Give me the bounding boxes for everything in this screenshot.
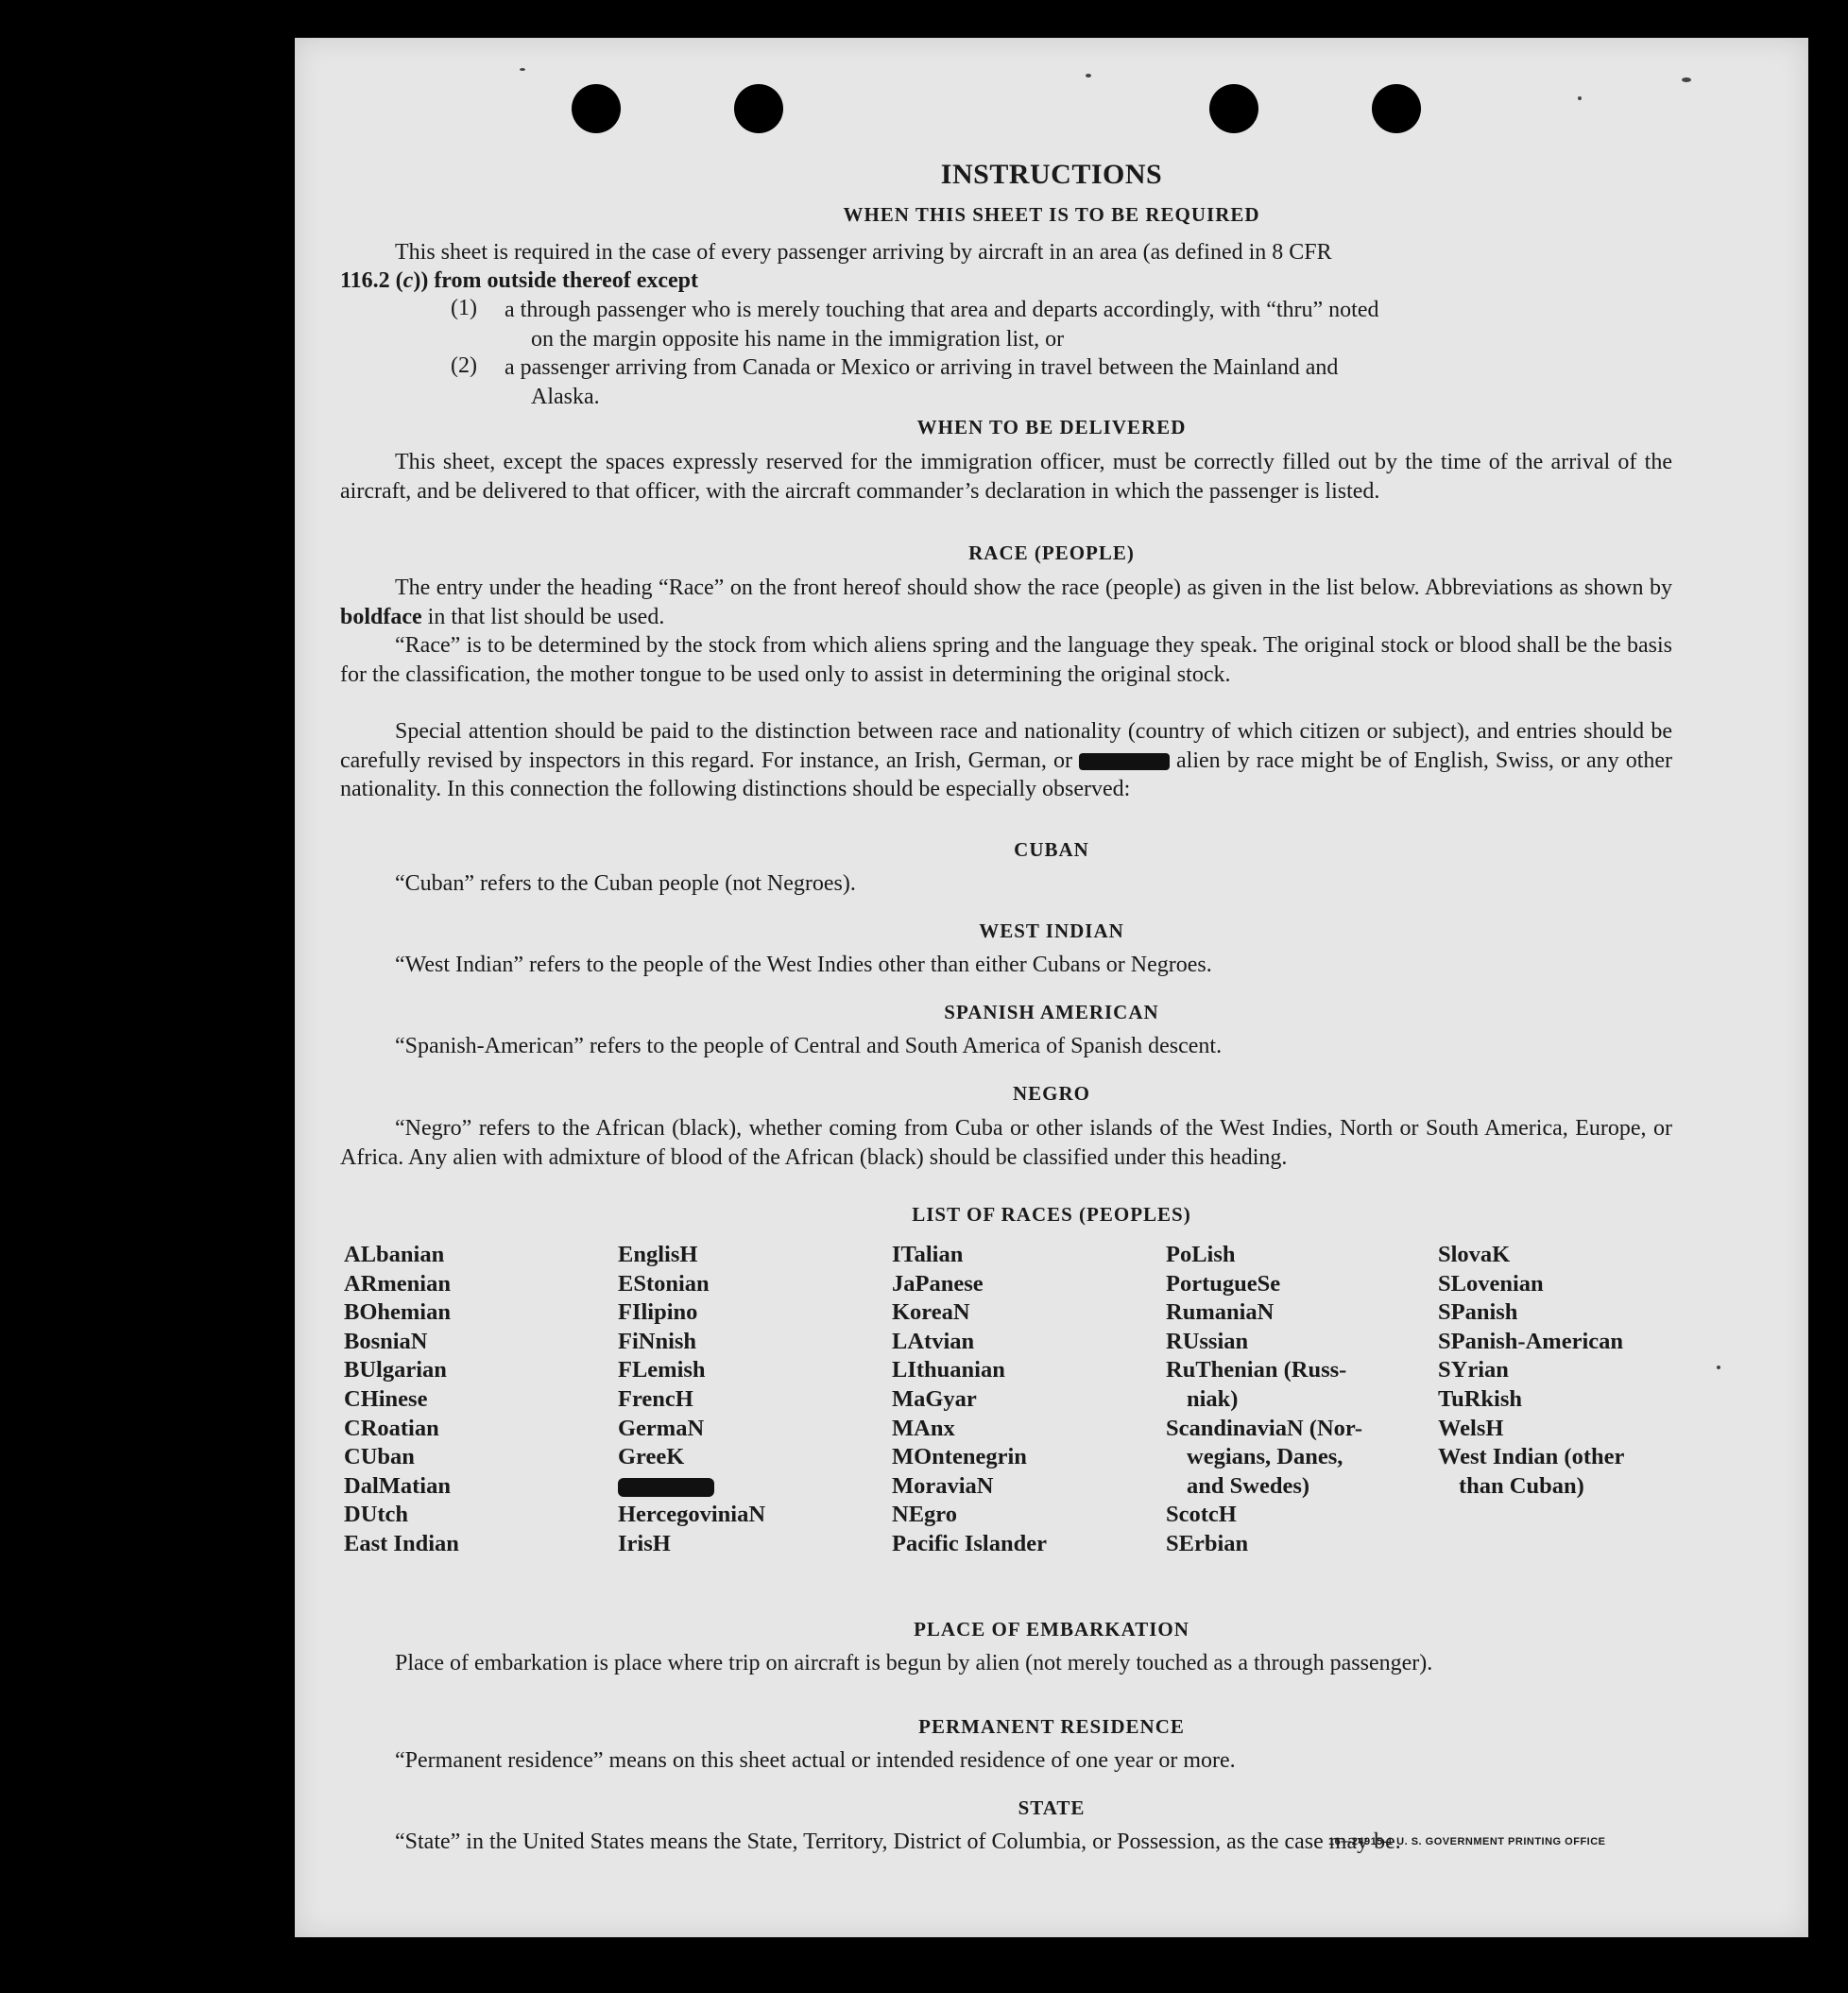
section-heading-negro: NEGRO: [1012, 1082, 1090, 1105]
race-list-item: CRoatian: [344, 1415, 439, 1441]
embarkation-text: Place of embarkation is place where trip on aircraft is begun by alien (not merely touched as a through passenger).: [395, 1651, 1433, 1675]
race-list-column-4: [1166, 1241, 1362, 1559]
race-list-item: DUtch: [344, 1502, 409, 1528]
state-text: “State” in the United States means the State, Territory, District of Columbia, or Possession, as the case may be.: [395, 1830, 1401, 1854]
race-list-item: EStonian: [618, 1270, 710, 1297]
race-list-item: Pacific Islander: [892, 1530, 1047, 1556]
race-list-item: IrisH: [618, 1530, 671, 1556]
race-list-item: PortugueSe: [1166, 1270, 1281, 1297]
race-list-item: BosniaN: [344, 1328, 428, 1354]
race-list-item: than Cuban): [1459, 1472, 1584, 1499]
race-list-item: wegians, Danes,: [1187, 1444, 1343, 1470]
printer-footer: 16—24915-1 U. S. GOVERNMENT PRINTING OFFICE: [1328, 1836, 1606, 1847]
speck: [1086, 74, 1091, 77]
race-list-item: RuThenian (Russ-: [1166, 1357, 1347, 1383]
race-list-item: FLemish: [618, 1357, 706, 1383]
race-list-item: NEgro: [892, 1502, 957, 1528]
punch-hole-icon: [1372, 84, 1421, 133]
race-list-item: and Swedes): [1187, 1472, 1310, 1499]
race-list-item: MAnx: [892, 1415, 955, 1441]
item-2-number: (2): [451, 353, 477, 378]
race-list-item: SLovenian: [1438, 1270, 1544, 1297]
race-list-item: RumaniaN: [1166, 1299, 1275, 1326]
race-list-item: East Indian: [344, 1530, 459, 1556]
race-list-item: SPanish: [1438, 1299, 1518, 1326]
race-list-column-2: [618, 1241, 765, 1559]
cuban-text: “Cuban” refers to the Cuban people (not Negroes).: [395, 871, 856, 896]
page-title: INSTRUCTIONS: [940, 159, 1163, 190]
race-list-item: JaPanese: [892, 1270, 984, 1297]
race-list-item: LIthuanian: [892, 1357, 1005, 1383]
race-list-item: FiNnish: [618, 1328, 697, 1354]
section-heading-when-required: WHEN THIS SHEET IS TO BE REQUIRED: [843, 203, 1260, 226]
race-list-item: DalMatian: [344, 1472, 451, 1499]
west-indian-text: “West Indian” refers to the people of the West Indies other than either Cubans or Negroes.: [395, 953, 1212, 977]
item-2-text: a passenger arriving from Canada or Mexico or arriving in travel between the Mainland and Alaska.: [505, 355, 1339, 409]
race-list-item: HercegoviniaN: [618, 1502, 766, 1528]
speck: [520, 68, 525, 71]
race-list-item: RUssian: [1166, 1328, 1249, 1354]
race-paragraph-2: “Race” is to be determined by the stock from which aliens spring and the language they speak. The original stock or blood shall be the basis for the classification, the mother tongue to be used only to assist in determining the original stock.: [340, 633, 1672, 687]
redacted-list-item: [618, 1472, 765, 1502]
race-list-item: FIlipino: [618, 1299, 698, 1326]
when-required-intro-line1: This sheet is required in the case of every passenger arriving by aircraft in an area (as defined in 8 CFR: [395, 240, 1332, 265]
race-list-item: BOhemian: [344, 1299, 451, 1326]
race-list-column-3: [892, 1241, 1047, 1559]
race-list-item: TuRkish: [1438, 1385, 1523, 1412]
race-paragraph-3: Special attention should be paid to the distinction between race and nationality (country of which citizen or subject), and entries should be carefully revised by inspectors in this regard. For instance, an Irish, German, or alien by race might be of English, Swiss, or any other nationality. In this connection the following distinctions should be especially observed:: [340, 719, 1673, 801]
race-list-item: CUban: [344, 1444, 415, 1470]
race-list-item: SlovaK: [1438, 1242, 1511, 1267]
race-list-item: FrencH: [618, 1385, 693, 1412]
race-list-item: SErbian: [1166, 1530, 1249, 1556]
race-list-item: SYrian: [1438, 1357, 1509, 1383]
race-list-item: BUlgarian: [344, 1357, 447, 1383]
speck: [1682, 77, 1691, 82]
negro-text: “Negro” refers to the African (black), whether coming from Cuba or other islands of the West Indies, North or South America, Europe, or Africa. Any alien with admixture of blood of the African (black) should be classified under this heading.: [340, 1116, 1672, 1170]
when-required-intro-line2: 116.2 (c)) from outside thereof except: [340, 268, 699, 293]
race-list-item: MOntenegrin: [892, 1444, 1027, 1470]
section-heading-race: RACE (PEOPLE): [968, 541, 1135, 564]
item-1-number: (1): [451, 296, 477, 320]
race-list-item: PoLish: [1166, 1242, 1236, 1267]
section-heading-when-delivered: WHEN TO BE DELIVERED: [916, 416, 1187, 438]
race-list-item: MoraviaN: [892, 1472, 994, 1499]
race-paragraph-1: The entry under the heading “Race” on the front hereof should show the race (people) as given in the list below. Abbreviations as shown by boldface in that list should be used.: [340, 576, 1672, 629]
section-heading-spanish-american: SPANISH AMERICAN: [944, 1001, 1159, 1023]
race-list-column-1: [344, 1241, 459, 1559]
race-list-item: ScotcH: [1166, 1502, 1237, 1528]
speck: [1578, 96, 1582, 100]
race-list-item: GreeK: [618, 1444, 685, 1470]
race-list-item: GermaN: [618, 1415, 705, 1441]
punch-hole-icon: [1209, 84, 1258, 133]
when-delivered-text: This sheet, except the spaces expressly reserved for the immigration officer, must be correctly filled out by the time of the arrival of the aircraft, and be delivered to that officer, with the aircraft commander’s declaration in which the passenger is listed.: [340, 450, 1672, 504]
race-list-item: ARmenian: [344, 1270, 451, 1297]
race-list-column-5: [1438, 1241, 1624, 1501]
spanish-american-text: “Spanish-American” refers to the people of Central and South America of Spanish descent.: [395, 1034, 1223, 1058]
punch-hole-icon: [734, 84, 783, 133]
section-heading-state: STATE: [1018, 1796, 1086, 1819]
section-heading-cuban: CUBAN: [1014, 838, 1089, 861]
document-sheet: [295, 38, 1808, 1937]
race-list-item: CHinese: [344, 1385, 428, 1412]
race-list-item: ScandinaviaN (Nor-: [1166, 1415, 1363, 1441]
residence-text: “Permanent residence” means on this sheet actual or intended residence of one year or more.: [395, 1748, 1236, 1773]
redacted-word: [1079, 753, 1170, 770]
section-heading-residence: PERMANENT RESIDENCE: [918, 1715, 1185, 1738]
section-heading-west-indian: WEST INDIAN: [979, 919, 1124, 942]
item-1-text: a through passenger who is merely touching that area and departs accordingly, with “thru” noted on the margin opposite his name in the immigration list, or: [505, 298, 1379, 352]
section-heading-list-of-races: LIST OF RACES (PEOPLES): [912, 1203, 1191, 1226]
punch-hole-icon: [572, 84, 621, 133]
race-list-item: KoreaN: [892, 1299, 970, 1326]
section-heading-embarkation: PLACE OF EMBARKATION: [914, 1618, 1189, 1641]
speck: [1717, 1366, 1720, 1369]
race-list-item: ALbanian: [344, 1242, 445, 1267]
race-list-item: WelsH: [1438, 1415, 1504, 1441]
race-list-item: MaGyar: [892, 1385, 977, 1412]
race-list-item: LAtvian: [892, 1328, 975, 1354]
race-list-item: West Indian (other: [1438, 1444, 1625, 1470]
race-list-item: SPanish-American: [1438, 1328, 1623, 1354]
race-list-item: niak): [1187, 1385, 1239, 1412]
race-list-item: ITalian: [892, 1242, 964, 1267]
race-list-item: EnglisH: [618, 1242, 698, 1267]
